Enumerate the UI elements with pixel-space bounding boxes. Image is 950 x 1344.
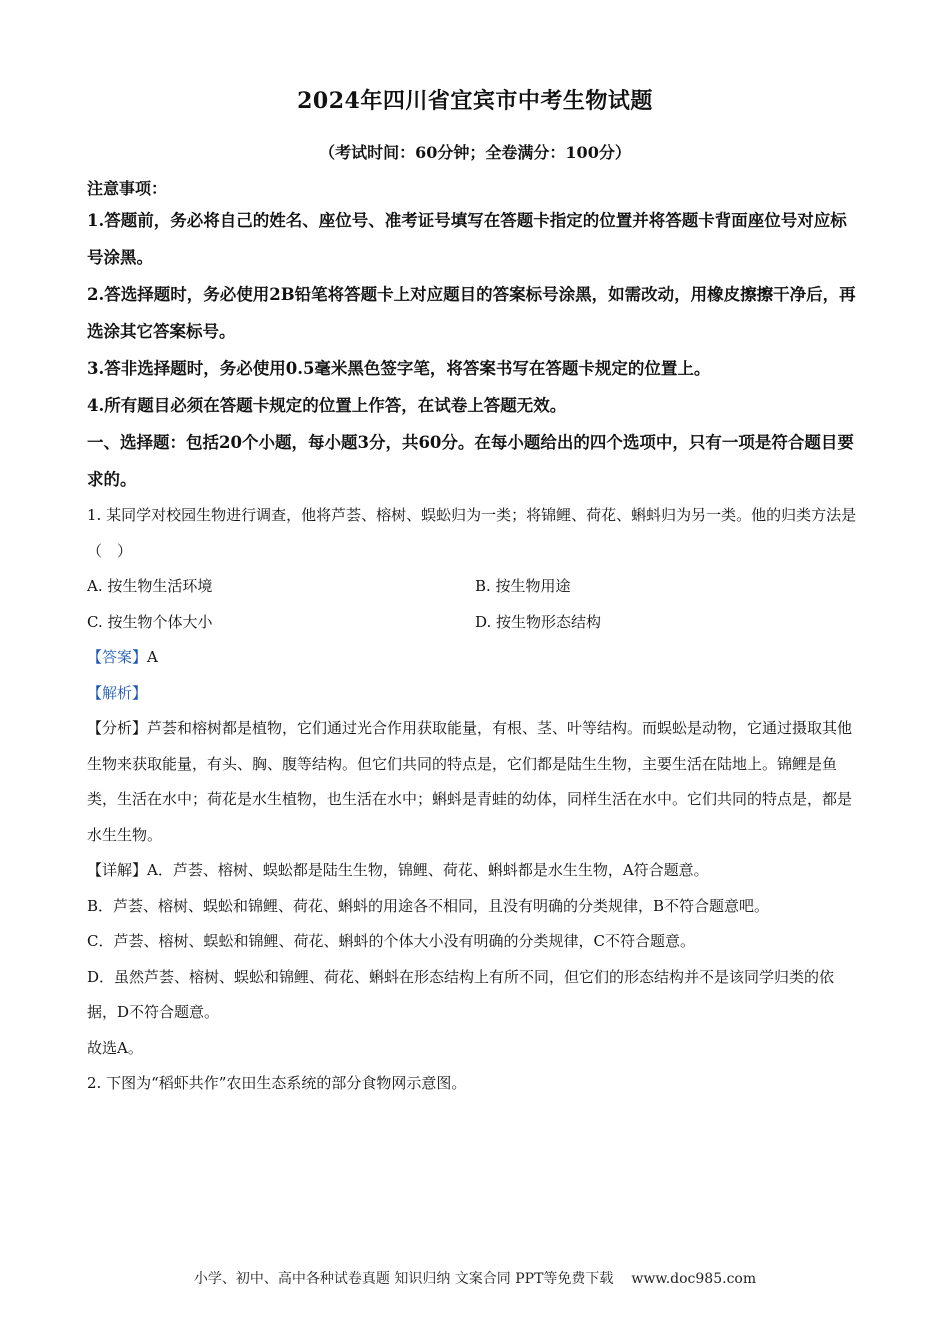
exam-info: （考试时间：60分钟；全卷满分：100分） [319, 143, 631, 162]
notice-item: 4.所有题目必须在答题卡规定的位置上作答，在试卷上答题无效。 [87, 396, 567, 415]
xiangjie-item-b: B．芦荟、榕树、蜈蚣和锦鲤、荷花、蝌蚪的用途各不相同，且没有明确的分类规律，B不符合题意吧。 [87, 896, 770, 915]
option-b: B. 按生物用途 [475, 577, 571, 595]
footer-site: www.doc985.com [631, 1271, 757, 1287]
footer-text: 小学、初中、高中各种试卷真题 知识归纳 文案合同 PPT等免费下载 [193, 1271, 614, 1287]
xiangjie-tag: 【详解】 [87, 861, 148, 879]
section-heading: 一、选择题：包括20个小题，每小题3分，共60分。在每小题给出的四个选项中，只有一项是符合题目要求的。 [87, 433, 854, 489]
analysis-line [87, 676, 863, 712]
fenxi-text: 芦荟和榕树都是植物，它们通过光合作用获取能量，有根、茎、叶等结构。而蜈蚣是动物，它通过摄取其他生物来获取能量，有头、胸、腹等结构。但它们共同的特点是，它们都是陆生生物，主要生活在陆地上。锦鲤是鱼类，生活在水中；荷花是水生植物，也生活在水中；蝌蚪是青蛙的幼体，同样生活在水中。它们共同的特点是，都是水生生物。 [87, 719, 853, 844]
question-1-stem: 1. 某同学对校园生物进行调查，他将芦荟、榕树、蜈蚣归为一类；将锦鲤、荷花、蝌蚪归为另一类。他的归类方法是（ ） [87, 506, 857, 560]
answer-line [87, 640, 863, 676]
xiangjie-item-a: A．芦荟、榕树、蜈蚣都是陆生生物，锦鲤、荷花、蝌蚪都是水生生物，A符合题意。 [147, 861, 709, 879]
option-a: A. 按生物生活环境 [87, 577, 213, 595]
answer-value: A [147, 648, 158, 666]
option-d: D. 按生物形态结构 [475, 612, 602, 631]
analysis-tag: 【解析】 [87, 683, 148, 702]
question-2-stem: 2. 下图为“稻虾共作”农田生态系统的部分食物网示意图。 [87, 1074, 467, 1092]
notice-item: 2.答选择题时，务必使用2B铅笔将答题卡上对应题目的答案标号涂黑，如需改动，用橡皮擦擦干净后，再选涂其它答案标号。 [87, 285, 856, 341]
answer-tag: 【答案】 [87, 648, 148, 666]
notice-item: 3.答非选择题时，务必使用0.5毫米黑色签字笔，将答案书写在答题卡规定的位置上。 [87, 359, 711, 378]
question-1-options [87, 569, 863, 640]
option-c: C. 按生物个体大小 [87, 612, 213, 631]
page-title: 2024年四川省宜宾市中考生物试题 [297, 88, 653, 114]
xiangjie-paragraph [87, 853, 863, 889]
fenxi-tag: 【分析】 [87, 719, 148, 737]
conclusion: 故选A。 [87, 1038, 143, 1057]
xiangjie-item-d: D．虽然芦荟、榕树、蜈蚣和锦鲤、荷花、蝌蚪在形态结构上有所不同，但它们的形态结构并不是该同学归类的依据，D不符合题意。 [87, 967, 835, 1021]
document-body [87, 176, 863, 1102]
notice-heading: 注意事项： [87, 179, 168, 198]
page-footer [0, 1268, 950, 1288]
xiangjie-item-c: C．芦荟、榕树、蜈蚣和锦鲤、荷花、蝌蚪的个体大小没有明确的分类规律，C不符合题意。 [87, 932, 695, 950]
fenxi-paragraph [87, 711, 863, 853]
notice-item: 1.答题前，务必将自己的姓名、座位号、准考证号填写在答题卡指定的位置并将答题卡背面座位号对应标号涂黑。 [87, 211, 847, 267]
